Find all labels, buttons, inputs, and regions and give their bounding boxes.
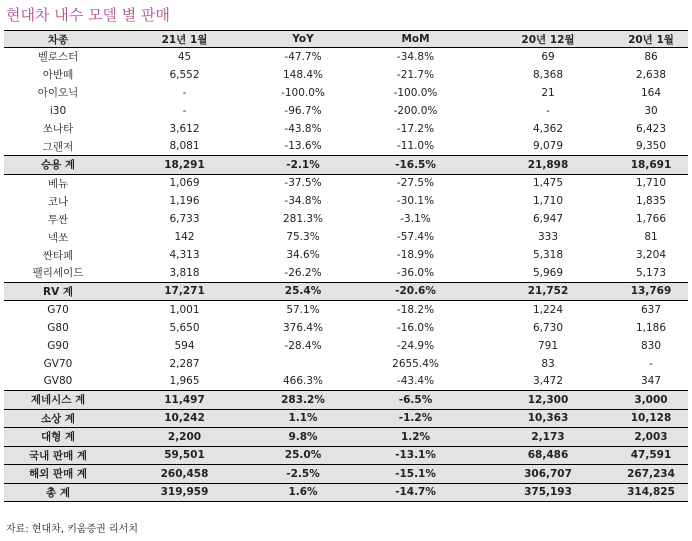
value-cell: 594 xyxy=(174,339,195,352)
value-cell: 2,003 xyxy=(614,428,688,447)
subtotal-row xyxy=(4,409,688,428)
table-row xyxy=(4,319,688,337)
value-cell: 1,965 xyxy=(169,375,200,388)
value-cell: 9.8% xyxy=(257,428,349,447)
value-cell: 260,458 xyxy=(112,465,257,484)
value-cell: 75.3% xyxy=(286,231,320,243)
value-cell: 1.2% xyxy=(349,428,482,447)
model-name-cell: 대형 계 xyxy=(4,428,112,447)
value-cell: -18.2% xyxy=(396,303,435,316)
value-cell: -2.5% xyxy=(257,465,349,484)
value-cell: -16.5% xyxy=(349,156,482,175)
value-cell: 1,001 xyxy=(169,303,200,316)
table-row xyxy=(4,301,688,319)
value-cell: 466.3% xyxy=(282,375,324,388)
table-body xyxy=(4,48,688,502)
value-cell: 347 xyxy=(640,375,662,388)
value-cell: 25.0% xyxy=(257,446,349,465)
value-cell: 637 xyxy=(640,303,662,316)
value-cell: 830 xyxy=(640,339,662,352)
value-cell: 59,501 xyxy=(112,446,257,465)
subtotal-row xyxy=(4,156,688,175)
model-name-cell: 넥쏘 xyxy=(47,231,69,244)
model-name-cell: G70 xyxy=(47,303,69,316)
sales-table xyxy=(4,30,688,502)
source-note: 자료: 현대차, 키움증권 리서치 xyxy=(6,524,139,535)
model-name-cell: 소상 계 xyxy=(4,409,112,428)
value-cell: 2655.4% xyxy=(392,357,439,370)
value-cell: 314,825 xyxy=(614,483,688,502)
value-cell: -13.6% xyxy=(284,140,322,153)
value-cell: 1,710 xyxy=(635,177,667,190)
value-cell: 333 xyxy=(537,231,559,243)
table-row xyxy=(4,102,688,120)
value-cell: -57.4% xyxy=(396,231,435,243)
model-name-cell: GV80 xyxy=(43,375,73,388)
model-name-cell: 제네시스 계 xyxy=(4,391,112,410)
subtotal-row xyxy=(4,282,688,301)
table-row xyxy=(4,174,688,192)
value-cell: - xyxy=(649,357,653,370)
value-cell: 13,769 xyxy=(614,282,688,301)
value-cell: -27.5% xyxy=(396,177,435,190)
value-cell: -34.8% xyxy=(284,195,322,207)
value-cell: 2,173 xyxy=(482,428,614,447)
value-cell: -47.7% xyxy=(284,50,322,63)
value-cell: 306,707 xyxy=(482,465,614,484)
value-cell: 283.2% xyxy=(257,391,349,410)
value-cell: -34.8% xyxy=(396,50,435,63)
value-cell: 34.6% xyxy=(286,249,320,261)
value-cell: 281.3% xyxy=(282,213,324,225)
value-cell: 8,368 xyxy=(532,68,564,81)
value-cell: 6,552 xyxy=(169,68,200,81)
model-name-cell: 그랜저 xyxy=(42,140,74,153)
value-cell xyxy=(257,355,349,373)
value-cell: -100.0% xyxy=(281,86,325,99)
value-cell: 1,766 xyxy=(635,213,667,225)
model-name-cell: 베뉴 xyxy=(47,177,69,190)
value-cell: 10,242 xyxy=(112,409,257,428)
value-cell: 5,318 xyxy=(532,249,564,261)
value-cell: 18,691 xyxy=(614,156,688,175)
table-row xyxy=(4,66,688,84)
value-cell: -28.4% xyxy=(284,339,322,352)
value-cell: 6,733 xyxy=(169,213,200,225)
value-cell: 1,224 xyxy=(532,303,564,316)
value-cell: 57.1% xyxy=(286,303,320,316)
model-name-cell: RV 계 xyxy=(4,282,112,301)
value-cell: -24.9% xyxy=(396,339,435,352)
table-row xyxy=(4,355,688,373)
value-cell: 164 xyxy=(640,86,662,99)
value-cell: 267,234 xyxy=(614,465,688,484)
value-cell: -17.2% xyxy=(396,122,435,135)
column-header: 차종 xyxy=(4,31,112,48)
value-cell: - xyxy=(182,104,187,117)
column-header: YoY xyxy=(257,31,349,48)
table-row xyxy=(4,120,688,138)
model-name-cell: 투싼 xyxy=(47,213,69,226)
value-cell: -15.1% xyxy=(349,465,482,484)
value-cell: -2.1% xyxy=(257,156,349,175)
value-cell: 21,898 xyxy=(482,156,614,175)
value-cell: 2,200 xyxy=(112,428,257,447)
column-header: 20년 12월 xyxy=(482,31,614,48)
value-cell: 4,362 xyxy=(532,122,564,135)
value-cell: 6,423 xyxy=(635,122,667,135)
model-name-cell: 해외 판매 계 xyxy=(4,465,112,484)
value-cell: 1.6% xyxy=(257,483,349,502)
value-cell: -43.8% xyxy=(284,122,322,135)
subtotal-row xyxy=(4,483,688,502)
value-cell: -14.7% xyxy=(349,483,482,502)
table-row xyxy=(4,373,688,391)
table-header-row xyxy=(4,31,688,48)
value-cell: -11.0% xyxy=(396,140,435,153)
value-cell: -200.0% xyxy=(393,104,438,117)
model-name-cell: G80 xyxy=(47,321,69,334)
model-name-cell: 국내 판매 계 xyxy=(4,446,112,465)
page-title: 현대차 내수 모델 별 판매 xyxy=(6,6,170,24)
value-cell: -13.1% xyxy=(349,446,482,465)
value-cell: 1,186 xyxy=(635,321,667,334)
value-cell: 81 xyxy=(644,231,658,243)
value-cell: 148.4% xyxy=(282,68,324,81)
value-cell: -96.7% xyxy=(284,104,322,117)
value-cell: 3,612 xyxy=(169,122,200,135)
model-name-cell: 팰리세이드 xyxy=(32,267,84,280)
value-cell: 86 xyxy=(644,50,658,63)
model-name-cell: i30 xyxy=(49,104,67,117)
value-cell: -26.2% xyxy=(284,266,322,279)
value-cell: 6,947 xyxy=(532,213,564,225)
value-cell: 8,081 xyxy=(169,140,200,153)
table-row xyxy=(4,264,688,282)
value-cell: 5,650 xyxy=(169,321,200,334)
value-cell: 68,486 xyxy=(482,446,614,465)
value-cell: 83 xyxy=(541,357,555,370)
value-cell: 319,959 xyxy=(112,483,257,502)
value-cell: -6.5% xyxy=(349,391,482,410)
value-cell: 3,472 xyxy=(532,375,564,388)
value-cell: -30.1% xyxy=(396,195,435,207)
value-cell: -43.4% xyxy=(396,375,435,388)
table-row xyxy=(4,228,688,246)
value-cell: - xyxy=(182,86,187,99)
model-name-cell: 벨로스터 xyxy=(37,51,79,64)
table-row xyxy=(4,246,688,264)
value-cell: 1,475 xyxy=(532,177,564,190)
value-cell: -21.7% xyxy=(396,68,435,81)
column-header: 21년 1월 xyxy=(112,31,257,48)
model-name-cell: GV70 xyxy=(43,357,73,370)
model-name-cell: 싼타페 xyxy=(42,249,74,262)
value-cell: -100.0% xyxy=(393,86,438,99)
model-name-cell: 쏘나타 xyxy=(42,123,74,135)
value-cell: 1,069 xyxy=(169,177,200,190)
value-cell: 4,313 xyxy=(169,249,200,261)
model-name-cell: 아반떼 xyxy=(42,69,74,81)
model-name-cell: 코나 xyxy=(47,195,69,208)
table-row xyxy=(4,210,688,228)
subtotal-row xyxy=(4,446,688,465)
value-cell: 1,196 xyxy=(169,195,200,207)
value-cell: 5,969 xyxy=(532,266,564,279)
value-cell: 17,271 xyxy=(112,282,257,301)
model-name-cell: 아이오닉 xyxy=(37,87,79,99)
value-cell: 3,000 xyxy=(614,391,688,410)
value-cell: 2,287 xyxy=(169,357,200,370)
value-cell: -36.0% xyxy=(396,266,435,279)
value-cell: 18,291 xyxy=(112,156,257,175)
model-name-cell: 총 계 xyxy=(4,483,112,502)
table-row xyxy=(4,48,688,66)
value-cell: 1.1% xyxy=(257,409,349,428)
value-cell: -3.1% xyxy=(400,213,431,225)
table-row xyxy=(4,84,688,102)
value-cell: - xyxy=(546,104,550,117)
value-cell: 11,497 xyxy=(112,391,257,410)
value-cell: -1.2% xyxy=(349,409,482,428)
value-cell: 1,710 xyxy=(532,195,564,207)
value-cell: 69 xyxy=(541,50,555,63)
value-cell: 25.4% xyxy=(257,282,349,301)
value-cell: 9,079 xyxy=(532,140,564,153)
value-cell: 375,193 xyxy=(482,483,614,502)
value-cell: 30 xyxy=(644,104,658,117)
value-cell: 3,204 xyxy=(635,249,667,261)
subtotal-row xyxy=(4,428,688,447)
model-name-cell: G90 xyxy=(47,339,69,352)
value-cell: 47,591 xyxy=(614,446,688,465)
value-cell: 12,300 xyxy=(482,391,614,410)
model-name-cell: 승용 계 xyxy=(4,156,112,175)
subtotal-row xyxy=(4,391,688,410)
value-cell: 10,128 xyxy=(614,409,688,428)
value-cell: 142 xyxy=(174,231,195,243)
value-cell: 6,730 xyxy=(532,321,564,334)
value-cell: 45 xyxy=(177,50,192,63)
table-row xyxy=(4,337,688,355)
table-row xyxy=(4,138,688,156)
value-cell: 21 xyxy=(541,86,555,99)
value-cell: 5,173 xyxy=(635,266,667,279)
column-header: 20년 1월 xyxy=(614,31,688,48)
column-header: MoM xyxy=(349,31,482,48)
value-cell: -16.0% xyxy=(396,321,435,334)
value-cell: -37.5% xyxy=(284,177,322,190)
table-row xyxy=(4,192,688,210)
subtotal-row xyxy=(4,465,688,484)
value-cell: 3,818 xyxy=(169,266,200,279)
value-cell: 21,752 xyxy=(482,282,614,301)
value-cell: 9,350 xyxy=(635,140,667,153)
value-cell: 1,835 xyxy=(635,195,667,207)
value-cell: -18.9% xyxy=(396,249,435,261)
value-cell: 2,638 xyxy=(635,68,667,81)
value-cell: 791 xyxy=(537,339,559,352)
value-cell: 376.4% xyxy=(282,321,324,334)
value-cell: -20.6% xyxy=(349,282,482,301)
value-cell: 10,363 xyxy=(482,409,614,428)
